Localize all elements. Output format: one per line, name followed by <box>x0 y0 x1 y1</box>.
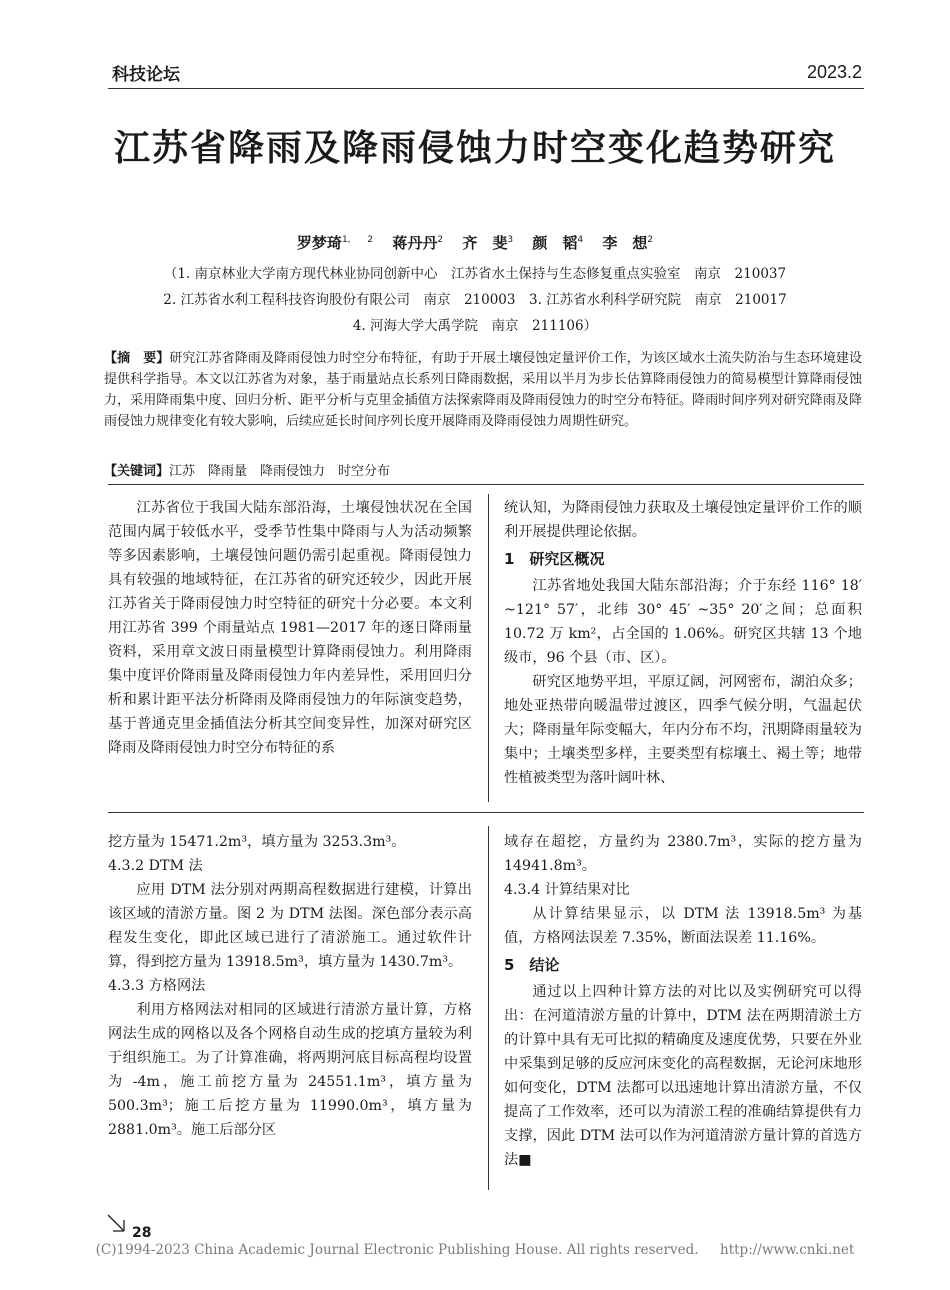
issue-number: 2023.2 <box>806 62 862 82</box>
corner-mark-icon <box>106 1214 128 1234</box>
author: 蒋丹丹$^2$ <box>392 234 444 252</box>
keywords-label: 【关键词】 <box>104 464 170 479</box>
page-number: 28 <box>132 1225 152 1241</box>
lower-left-column <box>108 830 472 1142</box>
column-divider <box>488 826 489 1190</box>
keywords-text: 江苏 降雨量 降雨侵蚀力 时空分布 <box>169 464 391 479</box>
upper-left-column <box>108 496 472 760</box>
author: 李 想$^2$ <box>602 234 654 252</box>
abstract-label: 【摘 要】 <box>104 351 170 366</box>
subsection-heading: 4.3.4 计算结果对比 <box>504 882 630 898</box>
journal-name: 科技论坛 <box>112 65 180 85</box>
story-separator <box>108 812 864 813</box>
paragraph: 研究区地势平坦，平原辽阔，河网密布，湖泊众多；地处亚热带向暖温带过渡区，四季气候分明，气温起伏大；降雨量年际变幅大，年内分布不均，汛期降雨量较为集中；土壤类型多样，主要类型有棕壤土、褐土等；地带性植被类型为落叶阔叶林、 <box>504 674 862 786</box>
keywords <box>104 460 390 479</box>
abstract-rule <box>108 484 864 485</box>
paragraph: 通过以上四种计算方法的对比以及实例研究可以得出：在河道清淤方量的计算中，DTM 法在两期清淤土方的计算中具有无可比拟的精确度及速度优势，只要在外业中采集到足够的反应河床变化的高程数据，无论河床地形如何变化，DTM 法都可以迅速地计算出清淤方量，不仅提高了工作效率，还可以为清淤工程的准确结算提供有力支撑，因此 DTM 法可以作为河道清淤方量计算的首选方法■ <box>504 984 862 1168</box>
section-heading: 5 结论 <box>504 956 560 974</box>
article-title: 江苏省降雨及降雨侵蚀力时空变化趋势研究 <box>113 128 836 169</box>
paragraph: 应用 DTM 法分别对两期高程数据进行建模，计算出该区域的清淤方量。图 2 为 DTM 法图。深色部分表示高程发生变化，即此区域已进行了清淤施工。通过软件计算，得到挖方量为 13918.5m³，填方量为 1430.7m³。 <box>108 882 472 970</box>
column-divider <box>488 494 489 802</box>
paragraph: 挖方量为 15471.2m³，填方量为 3253.3m³。 <box>108 834 406 850</box>
paragraph: 江苏省位于我国大陆东部沿海，土壤侵蚀状况在全国范围内属于较低水平，受季节性集中降雨与人为活动频繁等多因素影响，土壤侵蚀问题仍需引起重视。降雨侵蚀力具有较强的地域特征，在江苏省的研究还较少，因此开展江苏省关于降雨侵蚀力时空特征的研究十分必要。本文利用江苏省 399 个雨量站点 1981—2017 年的逐日降雨量资料，采用章文波日雨量模型计算降雨侵蚀力。利用降雨集中度评价降雨量及降雨侵蚀力年内差异性，采用回归分析和累计距平法分析降雨及降雨侵蚀力的年际演变趋势，基于普通克里金插值法分析其空间变异性，加深对研究区降雨及降雨侵蚀力时空分布特征的系 <box>108 500 472 756</box>
author: 罗梦琦$^{1, 2}$ <box>296 234 374 252</box>
copyright-footer: (C)1994-2023 China Academic Journal Electronic Publishing House. All rights reserved. http://www.cnki.net <box>95 1242 855 1258</box>
paragraph: 从计算结果显示，以 DTM 法 13918.5m³ 为基值，方格网法误差 7.35%，断面法误差 11.16%。 <box>504 906 862 946</box>
author-list <box>0 232 950 253</box>
subsection-heading: 4.3.2 DTM 法 <box>108 858 203 874</box>
paragraph: 域存在超挖，方量约为 2380.7m³，实际的挖方量为 14941.8m³。 <box>504 834 862 874</box>
abstract <box>104 348 862 432</box>
lower-right-column <box>504 830 862 1172</box>
affiliation-line: 4. 河海大学大禹学院 南京 211106） <box>352 318 598 334</box>
section-heading: 1 研究区概况 <box>504 550 605 568</box>
paragraph: 统认知，为降雨侵蚀力获取及土壤侵蚀定量评价工作的顺利开展提供理论依据。 <box>504 500 862 540</box>
author: 齐 斐$^3$ <box>462 234 514 252</box>
paragraph: 利用方格网法对相同的区域进行清淤方量计算，方格网法生成的网格以及各个网格自动生成的挖填方量较为利于组织施工。为了计算准确，将两期河底目标高程均设置为 -4m，施工前挖方量为 24551.1m³，填方量为 500.3m³；施工后挖方量为 11990.0m³，填方量为 2881.0m³。施工后部分区 <box>108 1002 472 1138</box>
affiliation-line: （1. 南京林业大学南方现代林业协同创新中心 江苏省水土保持与生态修复重点实验室 南京 210037 <box>163 266 787 282</box>
paragraph: 江苏省地处我国大陆东部沿海；介于东经 116° 18′ ~121° 57′，北纬 30° 45′ ~35° 20′之间；总面积 10.72 万 km²，占全国的 1.06%。研究区共辖 13 个地级市，96 个县（市、区）。 <box>504 578 862 666</box>
upper-right-column <box>504 496 862 790</box>
subsection-heading: 4.3.3 方格网法 <box>108 978 206 994</box>
author: 颜 韬$^4$ <box>532 234 584 252</box>
abstract-text: 研究江苏省降雨及降雨侵蚀力时空分布特征，有助于开展土壤侵蚀定量评价工作，为该区域水土流失防治与生态环境建设提供科学指导。本文以江苏省为对象，基于雨量站点长系列日降雨数据，采用以半月为步长估算降雨侵蚀力的简易模型计算降雨侵蚀力，采用降雨集中度、回归分析、距平分析与克里金插值方法探索降雨及降雨侵蚀力的时空分布特征。降雨时间序列对研究降雨及降雨侵蚀力规律变化有较大影响，后续应延长时间序列长度开展降雨及降雨侵蚀力周期性研究。 <box>104 351 862 429</box>
header-rule <box>108 88 864 89</box>
affiliation-line: 2. 江苏省水利工程科技咨询股份有限公司 南京 210003 3. 江苏省水利科学研究院 南京 210017 <box>163 292 787 308</box>
